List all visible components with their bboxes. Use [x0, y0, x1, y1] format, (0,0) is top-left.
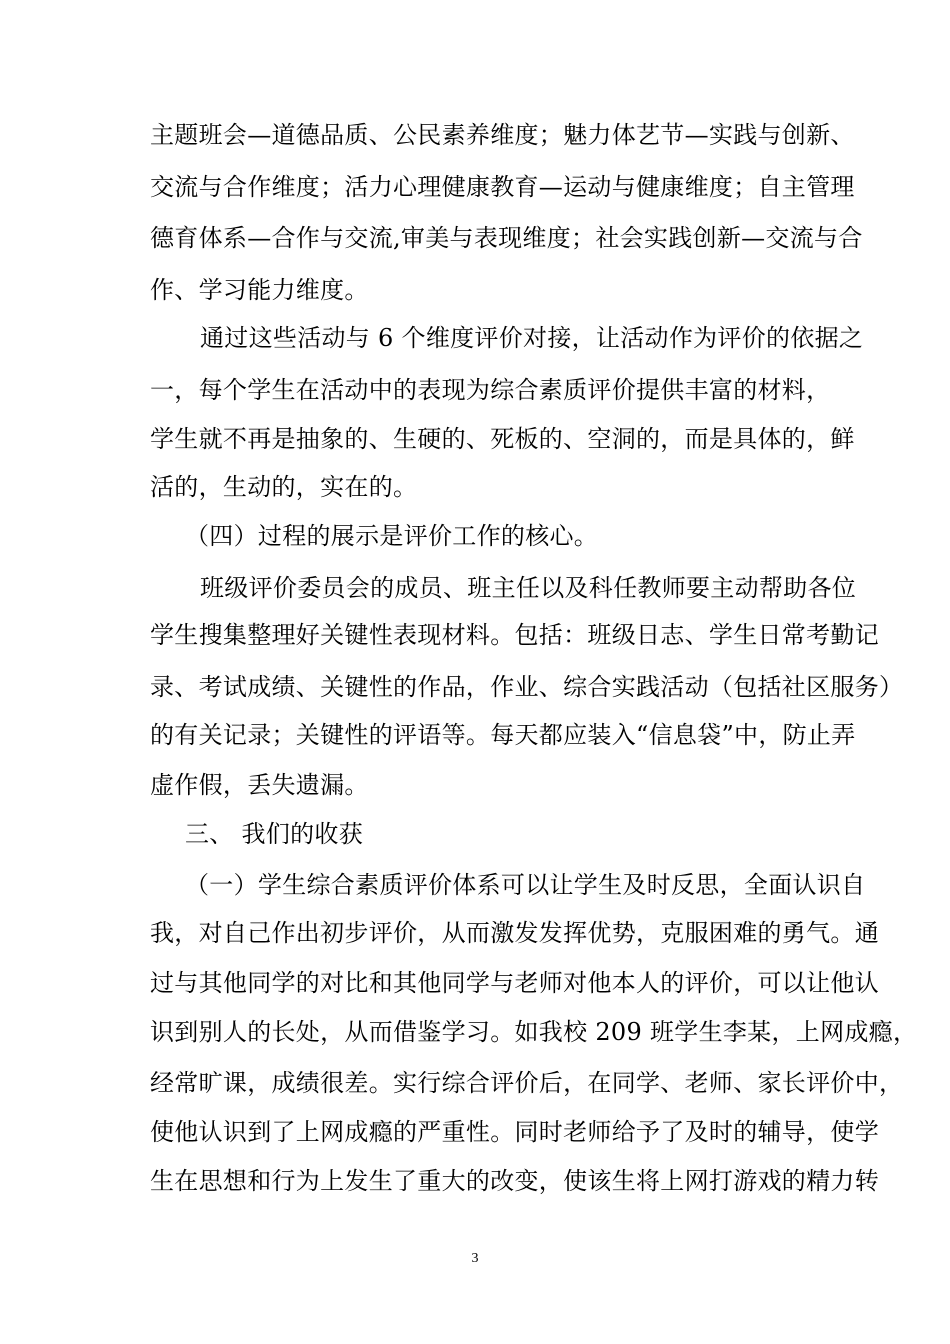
text-line-22: 生在思想和行为上发生了重大的改变，使该生将上网打游戏的精力转: [150, 1167, 879, 1195]
text-line-16: （一）学生综合素质评价体系可以让学生及时反思，全面认识自: [185, 871, 866, 899]
text-line-6: 一，每个学生在活动中的表现为综合素质评价提供丰富的材料，: [150, 376, 831, 404]
text-line-14: 虚作假，丢失遗漏。: [150, 771, 369, 799]
text-line-5: 通过这些活动与 6 个维度评价对接，让活动作为评价的依据之: [200, 324, 864, 352]
text-line-19: 识到别人的长处，从而借鉴学习。如我校 209 班学生李某，上网成瘾，: [150, 1018, 918, 1046]
text-line-4: 作、学习能力维度。: [150, 276, 369, 304]
page-number: 3: [471, 1251, 479, 1266]
text-line-1: 主题班会—道德品质、公民素养维度；魅力体艺节—实践与创新、: [150, 121, 855, 149]
text-line-17: 我，对自己作出初步评价，从而激发发挥优势，克服困难的勇气。通: [150, 919, 879, 947]
text-line-21: 使他认识到了上网成瘾的严重性。同时老师给予了及时的辅导，使学: [150, 1118, 879, 1146]
text-line-7: 学生就不再是抽象的、生硬的、死板的、空洞的，而是具体的，鲜: [150, 425, 855, 453]
text-line-2: 交流与合作维度；活力心理健康教育—运动与健康维度；自主管理: [150, 173, 855, 201]
text-line-13: 的有关记录；关键性的评语等。每天都应装入“信息袋”中，防止弄: [150, 721, 856, 749]
text-line-10: 班级评价委员会的成员、班主任以及科任教师要主动帮助各位: [200, 574, 857, 602]
section-heading-3: 三、 我们的收获: [185, 820, 364, 848]
section-heading-4: （四）过程的展示是评价工作的核心。: [185, 522, 599, 550]
text-line-11: 学生搜集整理好关键性表现材料。包括：班级日志、学生日常考勤记: [150, 621, 879, 649]
text-line-20: 经常旷课，成绩很差。实行综合评价后，在同学、老师、家长评价中，: [150, 1069, 904, 1097]
text-line-12: 录、考试成绩、关键性的作品，作业、综合实践活动（包括社区服务）: [150, 673, 904, 701]
text-line-3: 德育体系—合作与交流,审美与表现维度；社会实践创新—交流与合: [150, 224, 863, 252]
text-line-8: 活的，生动的，实在的。: [150, 473, 418, 501]
text-line-18: 过与其他同学的对比和其他同学与老师对他本人的评价，可以让他认: [150, 969, 879, 997]
